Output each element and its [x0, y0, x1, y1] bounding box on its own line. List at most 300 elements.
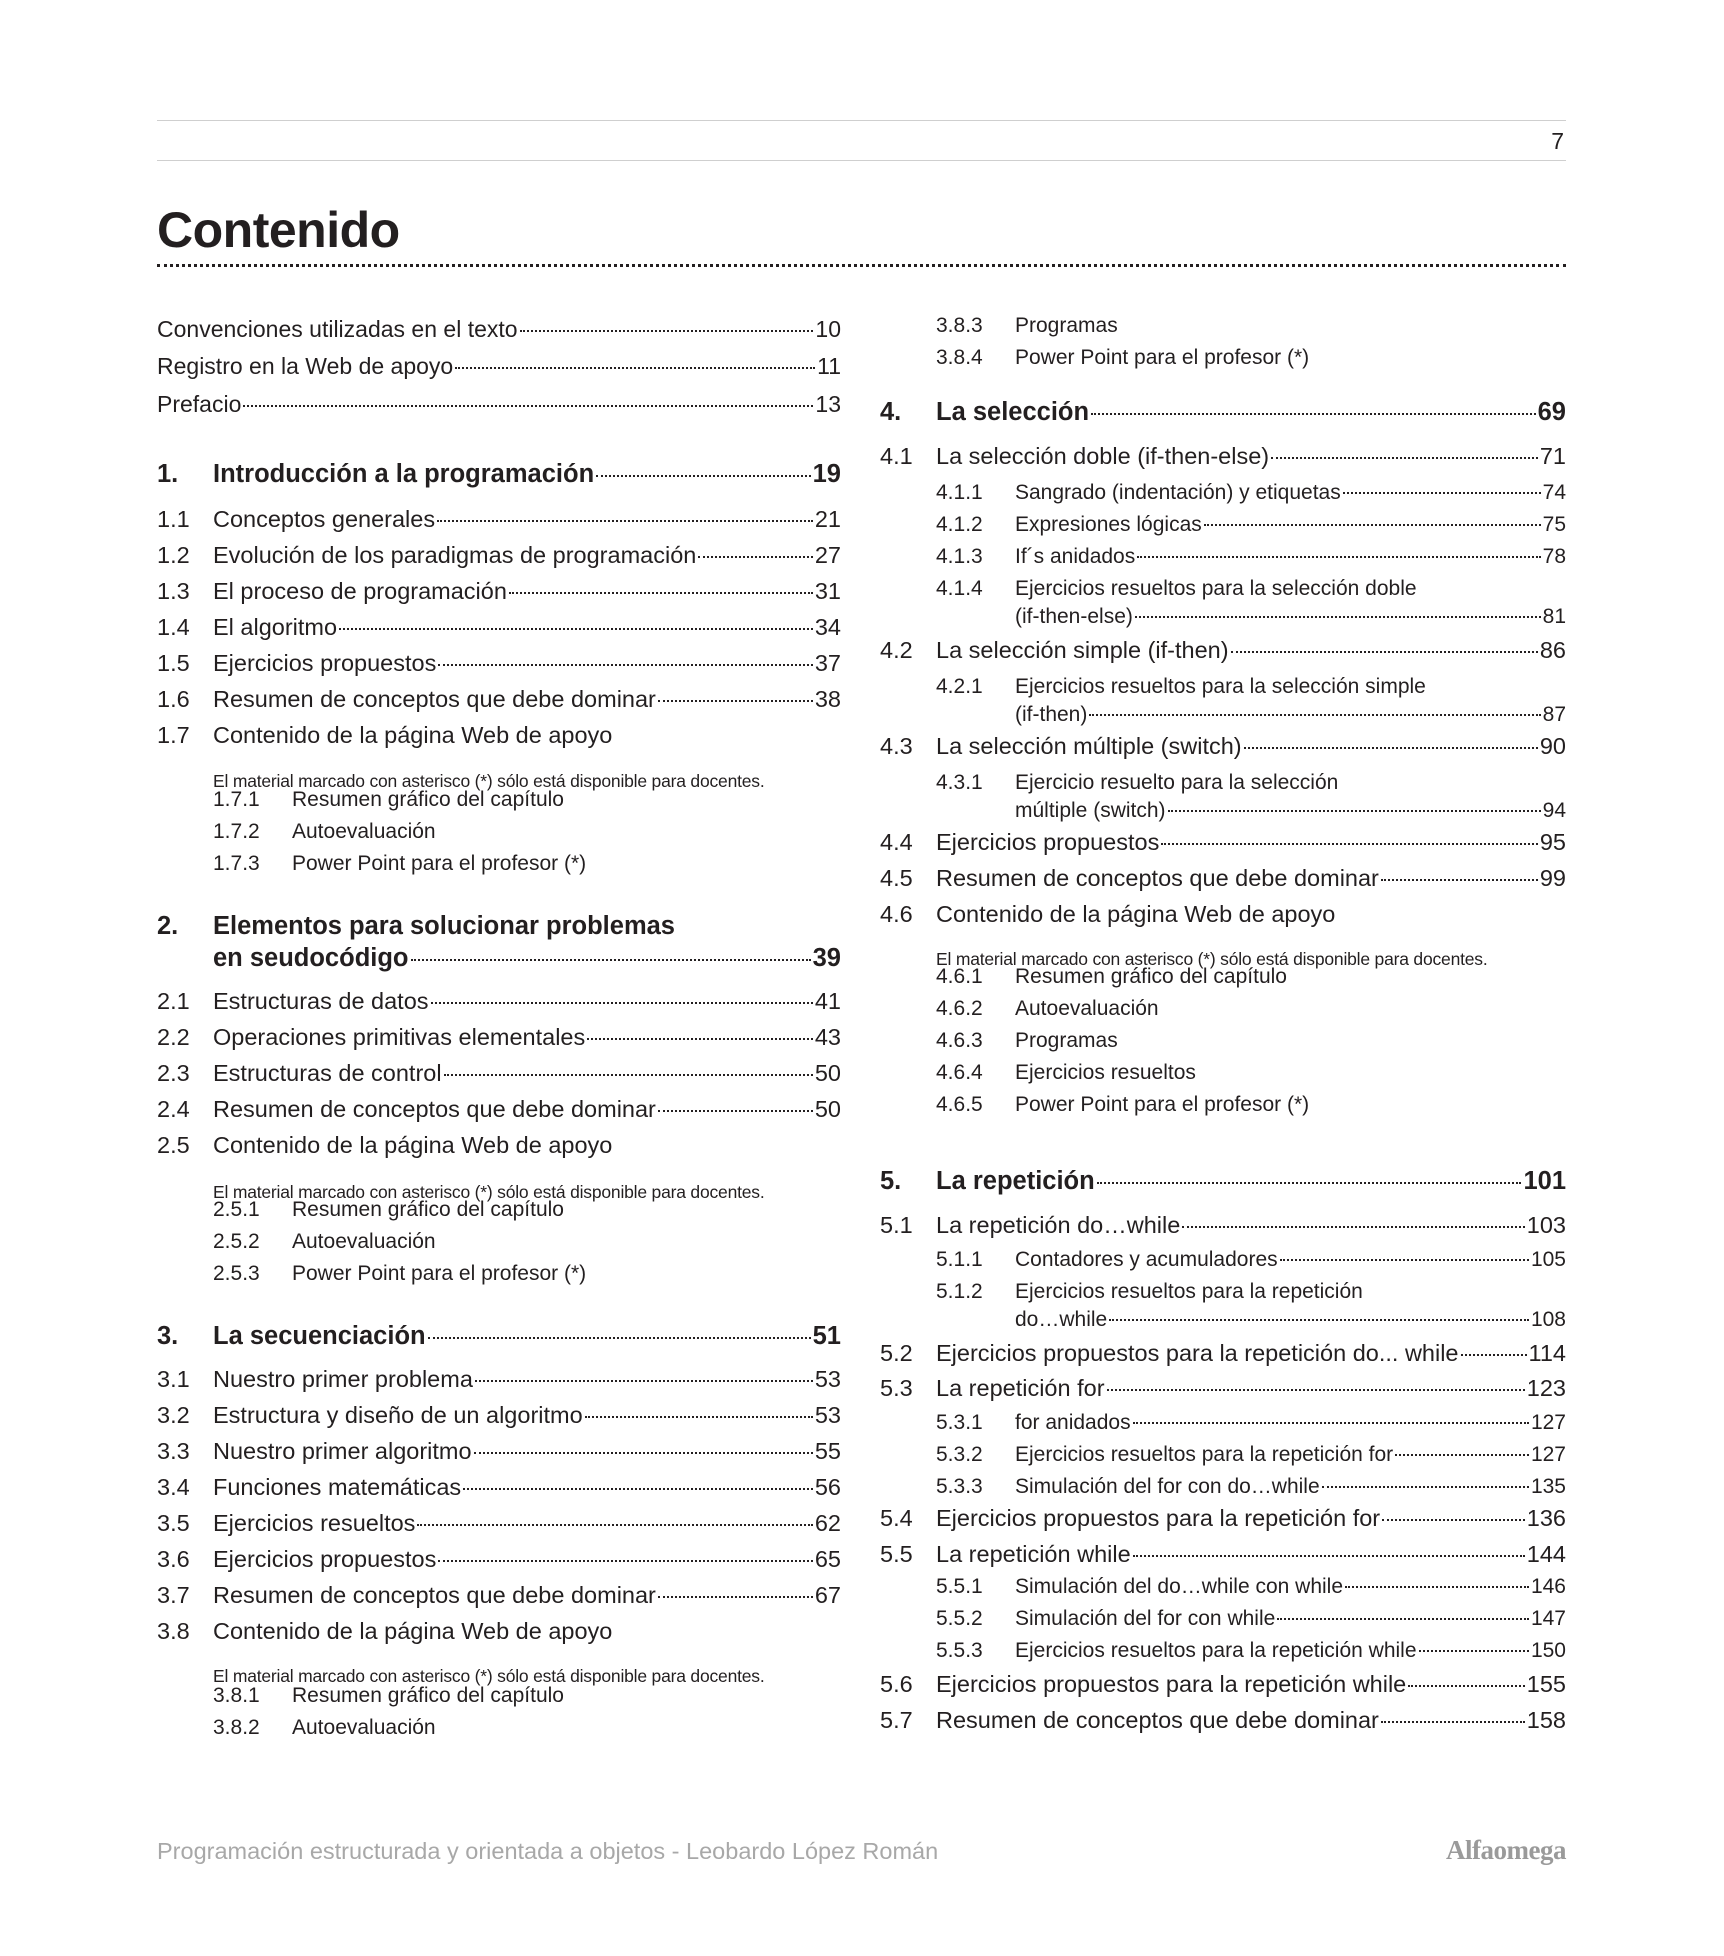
toc-entry-title: Resumen gráfico del capítulo: [292, 788, 564, 811]
toc-entry-page: 136: [1526, 1505, 1566, 1531]
toc-entry-title: Contenido de la página Web de apoyo: [213, 1618, 613, 1644]
toc-entry[interactable]: [880, 865, 1566, 892]
toc-entry-title: Power Point para el profesor (*): [1015, 1093, 1310, 1116]
toc-entry-title: Programas: [1015, 314, 1118, 337]
header-rule-top: [157, 120, 1566, 121]
toc-entry-page: 94: [1542, 799, 1566, 822]
toc-entry-page: 135: [1530, 1475, 1566, 1498]
toc-leader-dots: [1322, 1486, 1529, 1488]
toc-entry[interactable]: [880, 1541, 1566, 1568]
toc-leader-dots: [1137, 556, 1540, 558]
toc-entry[interactable]: [880, 1411, 1566, 1435]
toc-entry-number: 5.2: [880, 1340, 913, 1366]
toc-entry-number: 5.3: [880, 1375, 913, 1401]
toc-entry-number: 5.6: [880, 1671, 913, 1697]
toc-entry-number: 1.5: [157, 650, 190, 676]
toc-entry-number: 5.1.2: [936, 1280, 983, 1303]
page-number: 7: [1551, 128, 1564, 154]
toc-entry-page: 65: [814, 1546, 841, 1572]
toc-entry-number: 2.4: [157, 1096, 190, 1122]
toc-entry-title: en seudocódigo: [213, 944, 409, 972]
toc-entry-title: Estructuras de control: [213, 1060, 442, 1086]
toc-entry[interactable]: [157, 1198, 841, 1222]
toc-entry-title: La repetición while: [936, 1541, 1131, 1567]
toc-entry-page: 53: [814, 1366, 841, 1392]
toc-entry-page: 31: [814, 578, 841, 604]
toc-entry-title: Convenciones utilizadas en el texto: [157, 316, 518, 342]
toc-entry-number: 3.5: [157, 1510, 190, 1536]
toc-entry[interactable]: [157, 650, 841, 677]
toc-entry[interactable]: [157, 788, 841, 812]
toc-entry[interactable]: [157, 1024, 841, 1051]
toc-entry-page: 67: [814, 1582, 841, 1608]
toc-entry-title: Ejercicios propuestos: [213, 650, 437, 676]
toc-entry-title: Ejercicios resueltos para la selección simple: [1015, 675, 1426, 698]
toc-entry[interactable]: [157, 820, 841, 844]
toc-entry-page: 127: [1530, 1443, 1566, 1466]
toc-leader-dots: [698, 556, 813, 558]
toc-leader-dots: [444, 1074, 813, 1076]
toc-leader-dots: [1089, 714, 1540, 716]
toc-entry-number: 1.1: [157, 506, 190, 532]
toc-leader-dots: [1168, 810, 1541, 812]
toc-entry[interactable]: [880, 346, 1566, 370]
toc-entry-continuation[interactable]: [880, 1308, 1566, 1332]
toc-entry-number: 1.7.3: [213, 852, 260, 875]
toc-entry[interactable]: [880, 733, 1566, 760]
toc-entry-title: La repetición for: [936, 1375, 1105, 1401]
toc-entry[interactable]: [157, 988, 841, 1015]
toc-leader-dots: [1244, 747, 1538, 749]
toc-entry-number: 4.1.3: [936, 545, 983, 568]
toc-entry-title: Registro en la Web de apoyo: [157, 353, 454, 379]
toc-leader-dots: [509, 592, 813, 594]
toc-entry-number: 5.5.1: [936, 1575, 983, 1598]
footer-book-title: Programación estructurada y orientada a objetos - Leobardo López Román: [157, 1838, 939, 1864]
toc-entry-page: 43: [814, 1024, 841, 1050]
toc-entry-title: Ejercicios resueltos para la repetición for: [1015, 1443, 1394, 1466]
toc-entry-title: La selección doble (if-then-else): [936, 443, 1270, 469]
toc-entry-number: 5.5.2: [936, 1607, 983, 1630]
toc-entry-number: 4.6.1: [936, 965, 983, 988]
toc-leader-dots: [1182, 1226, 1524, 1228]
toc-entry[interactable]: [880, 1607, 1566, 1631]
toc-entry-number: 5.1.1: [936, 1248, 983, 1271]
toc-entry[interactable]: [880, 1671, 1566, 1698]
toc-entry-continuation[interactable]: [880, 703, 1566, 727]
toc-entry[interactable]: [157, 1618, 841, 1645]
toc-entry-page: 87: [1542, 703, 1566, 726]
toc-entry-number: 4.6.3: [936, 1029, 983, 1052]
toc-entry-title: La selección múltiple (switch): [936, 733, 1242, 759]
toc-entry-number: 3.2: [157, 1402, 190, 1428]
toc-leader-dots: [455, 367, 815, 369]
toc-entry-number: 3.7: [157, 1582, 190, 1608]
toc-entry-number: 5.5.3: [936, 1639, 983, 1662]
toc-leader-dots: [1461, 1354, 1527, 1356]
toc-entry[interactable]: [157, 578, 841, 605]
toc-entry-title: Ejercicios propuestos: [936, 829, 1160, 855]
toc-leader-dots: [585, 1416, 813, 1418]
toc-leader-dots: [1133, 1422, 1529, 1424]
toc-entry[interactable]: [880, 314, 1566, 338]
toc-note: El material marcado con asterisco (*) sólo está disponible para docentes.: [213, 771, 765, 791]
toc-entry-number: 1.4: [157, 614, 190, 640]
toc-leader-dots: [1109, 1319, 1529, 1321]
toc-entry-page: 81: [1542, 605, 1566, 628]
toc-entry-title: Prefacio: [157, 391, 242, 417]
toc-entry[interactable]: [880, 1505, 1566, 1532]
toc-entry[interactable]: [157, 316, 841, 343]
toc-entry[interactable]: [880, 1280, 1566, 1304]
toc-entry[interactable]: [880, 577, 1566, 601]
toc-entry[interactable]: [157, 1716, 841, 1740]
toc-entry-title: Ejercicios propuestos: [213, 1546, 437, 1572]
toc-entry[interactable]: [157, 852, 841, 876]
toc-entry-title: Ejercicios resueltos para la repetición while: [1015, 1639, 1417, 1662]
toc-leader-dots: [1107, 1389, 1525, 1391]
toc-entry[interactable]: [880, 997, 1566, 1021]
toc-entry-page: 105: [1530, 1248, 1566, 1271]
toc-entry-number: 3.3: [157, 1438, 190, 1464]
toc-leader-dots: [1395, 1454, 1529, 1456]
toc-leader-dots: [438, 1560, 813, 1562]
toc-entry[interactable]: [157, 1546, 841, 1573]
toc-entry-title: Elementos para solucionar problemas: [213, 912, 675, 940]
toc-entry-number: 4.1: [880, 443, 913, 469]
toc-entry-number: 2.2: [157, 1024, 190, 1050]
toc-entry-number: 4.1.2: [936, 513, 983, 536]
toc-leader-dots: [596, 475, 810, 477]
toc-entry[interactable]: [880, 901, 1566, 928]
toc-entry-page: 78: [1542, 545, 1566, 568]
toc-entry-title: múltiple (switch): [1015, 799, 1166, 822]
toc-entry-page: 55: [814, 1438, 841, 1464]
toc-entry-number: 4.1.4: [936, 577, 983, 600]
toc-entry-title: Contenido de la página Web de apoyo: [213, 1132, 613, 1158]
toc-entry-page: 144: [1526, 1541, 1566, 1567]
toc-entry-number: 4.1.1: [936, 481, 983, 504]
toc-leader-dots: [417, 1524, 812, 1526]
toc-entry-number: 4.6.5: [936, 1093, 983, 1116]
toc-entry-title: Evolución de los paradigmas de programación: [213, 542, 697, 568]
toc-leader-dots: [1419, 1650, 1529, 1652]
toc-entry[interactable]: [157, 506, 841, 533]
toc-entry-title: Contenido de la página Web de apoyo: [936, 901, 1336, 927]
toc-entry-number: 1.7.1: [213, 788, 260, 811]
toc-entry-title: Ejercicios propuestos para la repetición do... while: [936, 1340, 1459, 1366]
toc-entry-number: 1.2: [157, 542, 190, 568]
toc-entry-number: 3.: [157, 1322, 179, 1350]
toc-entry[interactable]: [157, 614, 841, 641]
toc-entry[interactable]: [880, 513, 1566, 537]
toc-entry-number: 3.6: [157, 1546, 190, 1572]
toc-entry-number: 2.5: [157, 1132, 190, 1158]
toc-entry-page: 19: [812, 460, 841, 488]
toc-entry-page: 90: [1539, 733, 1566, 759]
toc-entry-title: La selección simple (if-then): [936, 637, 1229, 663]
toc-entry[interactable]: [157, 542, 841, 569]
toc-leader-dots: [437, 520, 813, 522]
toc-entry[interactable]: [157, 1262, 841, 1286]
toc-entry[interactable]: [157, 460, 841, 489]
toc-entry-title: La secuenciación: [213, 1322, 426, 1350]
toc-entry-title: Nuestro primer algoritmo: [213, 1438, 472, 1464]
toc-entry-title: Ejercicio resuelto para la selección: [1015, 771, 1339, 794]
toc-entry[interactable]: [157, 391, 841, 418]
toc-entry-title: Autoevaluación: [1015, 997, 1159, 1020]
toc-entry[interactable]: [880, 481, 1566, 505]
toc-entry-title: Ejercicios resueltos: [1015, 1061, 1196, 1084]
toc-entry-number: 5.3.2: [936, 1443, 983, 1466]
toc-entry-page: 13: [815, 391, 841, 417]
toc-entry-page: 150: [1530, 1639, 1566, 1662]
toc-entry-page: 86: [1539, 637, 1566, 663]
toc-entry-page: 62: [814, 1510, 841, 1536]
toc-entry-number: 2.5.2: [213, 1230, 260, 1253]
toc-entry-page: 51: [812, 1322, 841, 1350]
toc-entry-number: 2.1: [157, 988, 190, 1014]
toc-entry-number: 4.6: [880, 901, 913, 927]
header-rule-bottom: [157, 160, 1566, 161]
toc-entry-number: 5.1: [880, 1212, 913, 1238]
toc-entry-title: Resumen gráfico del capítulo: [1015, 965, 1287, 988]
toc-entry-title: Simulación del for con do…while: [1015, 1475, 1320, 1498]
toc-entry-number: 5.3.1: [936, 1411, 983, 1434]
toc-entry[interactable]: [880, 1375, 1566, 1402]
toc-entry-title: Estructuras de datos: [213, 988, 429, 1014]
toc-entry-number: 1.6: [157, 686, 190, 712]
toc-entry[interactable]: [880, 675, 1566, 699]
toc-entry[interactable]: [157, 1438, 841, 1465]
toc-entry[interactable]: [880, 1167, 1566, 1196]
toc-entry[interactable]: [880, 1212, 1566, 1239]
toc-entry-title: Ejercicios propuestos para la repetición while: [936, 1671, 1407, 1697]
toc-entry-title: Resumen de conceptos que debe dominar: [213, 686, 656, 712]
toc-entry[interactable]: [157, 722, 841, 749]
toc-leader-dots: [1408, 1685, 1525, 1687]
toc-entry[interactable]: [880, 1093, 1566, 1117]
toc-entry[interactable]: [880, 1061, 1566, 1085]
toc-entry-number: 5.: [880, 1167, 902, 1195]
toc-entry-title: Ejercicios resueltos para la repetición: [1015, 1280, 1363, 1303]
toc-entry-title: (if-then): [1015, 703, 1088, 726]
toc-leader-dots: [475, 1380, 813, 1382]
toc-entry-number: 1.7: [157, 722, 190, 748]
toc-entry-number: 4.6.4: [936, 1061, 983, 1084]
title-dotted-rule: [157, 264, 1566, 267]
toc-entry[interactable]: [157, 912, 841, 941]
toc-entry-number: 3.8.3: [936, 314, 983, 337]
toc-leader-dots: [1381, 1721, 1525, 1723]
toc-entry[interactable]: [157, 1684, 841, 1708]
toc-entry-page: 56: [814, 1474, 841, 1500]
toc-entry-title: Nuestro primer problema: [213, 1366, 473, 1392]
toc-entry-page: 11: [817, 353, 841, 379]
toc-entry-title: Ejercicios resueltos para la selección doble: [1015, 577, 1417, 600]
toc-entry-page: 41: [814, 988, 841, 1014]
toc-entry-title: Contadores y acumuladores: [1015, 1248, 1278, 1271]
toc-leader-dots: [658, 700, 813, 702]
toc-entry-title: Contenido de la página Web de apoyo: [213, 722, 613, 748]
toc-entry-title: El algoritmo: [213, 614, 338, 640]
toc-entry-number: 1.3: [157, 578, 190, 604]
toc-entry-title: Resumen gráfico del capítulo: [292, 1198, 564, 1221]
toc-entry[interactable]: [157, 1060, 841, 1087]
toc-entry-title: Operaciones primitivas elementales: [213, 1024, 586, 1050]
toc-leader-dots: [520, 330, 814, 332]
toc-entry-title: El proceso de programación: [213, 578, 507, 604]
toc-leader-dots: [463, 1488, 813, 1490]
toc-entry[interactable]: [157, 686, 841, 713]
toc-entry-title: Conceptos generales: [213, 506, 436, 532]
toc-entry-page: 95: [1539, 829, 1566, 855]
toc-entry[interactable]: [157, 1474, 841, 1501]
toc-entry-number: 3.8.2: [213, 1716, 260, 1739]
toc-entry-title: If´s anidados: [1015, 545, 1136, 568]
toc-entry-number: 4.6.2: [936, 997, 983, 1020]
toc-entry-page: 38: [814, 686, 841, 712]
toc-entry-number: 4.: [880, 398, 902, 426]
toc-entry-title: Simulación del for con while: [1015, 1607, 1276, 1630]
toc-entry-page: 75: [1542, 513, 1566, 536]
toc-entry-title: Ejercicios propuestos para la repetición for: [936, 1505, 1381, 1531]
toc-entry-number: 2.5.3: [213, 1262, 260, 1285]
toc-entry-page: 21: [814, 506, 841, 532]
toc-entry-page: 147: [1530, 1607, 1566, 1630]
publisher-logo: Alfaomega: [1446, 1835, 1566, 1865]
toc-entry-title: Power Point para el profesor (*): [1015, 346, 1310, 369]
toc-leader-dots: [431, 1002, 813, 1004]
toc-entry-page: 39: [812, 944, 841, 972]
toc-entry-title: La repetición: [936, 1167, 1095, 1195]
toc-entry[interactable]: [880, 443, 1566, 470]
toc-entry[interactable]: [880, 1639, 1566, 1663]
toc-entry-number: 3.1: [157, 1366, 190, 1392]
toc-entry-page: 50: [814, 1060, 841, 1086]
toc-entry-number: 2.5.1: [213, 1198, 260, 1221]
toc-entry[interactable]: [880, 1475, 1566, 1499]
toc-entry-title: Ejercicios resueltos: [213, 1510, 416, 1536]
toc-entry-title: Resumen de conceptos que debe dominar: [213, 1582, 656, 1608]
toc-entry[interactable]: [157, 353, 841, 380]
toc-entry-title: Autoevaluación: [292, 1230, 436, 1253]
toc-entry-page: 71: [1539, 443, 1566, 469]
toc-entry-number: 3.8: [157, 1618, 190, 1644]
toc-leader-dots: [1382, 1519, 1525, 1521]
toc-entry-page: 99: [1539, 865, 1566, 891]
toc-leader-dots: [587, 1038, 813, 1040]
toc-entry[interactable]: [880, 398, 1566, 427]
toc-entry[interactable]: [880, 1443, 1566, 1467]
toc-entry-page: 146: [1530, 1575, 1566, 1598]
toc-entry-title: Introducción a la programación: [213, 460, 595, 488]
toc-entry[interactable]: [157, 1132, 841, 1159]
toc-entry-title: Simulación del do…while con while: [1015, 1575, 1344, 1598]
toc-entry[interactable]: [157, 1096, 841, 1123]
toc-entry[interactable]: [157, 1510, 841, 1537]
toc-entry-title: (if-then-else): [1015, 605, 1133, 628]
toc-entry[interactable]: [157, 1366, 841, 1393]
toc-note: El material marcado con asterisco (*) sólo está disponible para docentes.: [213, 1666, 765, 1686]
toc-entry-continuation[interactable]: [880, 799, 1566, 823]
toc-entry-title: Estructura y diseño de un algoritmo: [213, 1402, 583, 1428]
toc-entry-number: 4.3.1: [936, 771, 983, 794]
toc-entry-title: for anidados: [1015, 1411, 1131, 1434]
toc-entry-title: Autoevaluación: [292, 1716, 436, 1739]
page-title: Contenido: [157, 202, 400, 258]
toc-entry-number: 4.3: [880, 733, 913, 759]
toc-entry-number: 4.2.1: [936, 675, 983, 698]
toc-entry-number: 4.5: [880, 865, 913, 891]
toc-entry-number: 5.7: [880, 1707, 913, 1733]
toc-entry-page: 10: [815, 316, 841, 342]
toc-leader-dots: [1133, 1555, 1525, 1557]
toc-entry-continuation[interactable]: [157, 944, 841, 973]
toc-entry-number: 3.4: [157, 1474, 190, 1500]
toc-entry[interactable]: [157, 1322, 841, 1351]
toc-entry[interactable]: [880, 545, 1566, 569]
toc-entry-number: 5.3.3: [936, 1475, 983, 1498]
toc-entry-title: Autoevaluación: [292, 820, 436, 843]
toc-entry-page: 155: [1526, 1671, 1566, 1697]
toc-entry-number: 2.3: [157, 1060, 190, 1086]
toc-leader-dots: [1161, 843, 1538, 845]
toc-leader-dots: [428, 1337, 811, 1339]
toc-entry-number: 5.5: [880, 1541, 913, 1567]
toc-note: El material marcado con asterisco (*) sólo está disponible para docentes.: [213, 1182, 765, 1202]
toc-leader-dots: [1271, 457, 1538, 459]
toc-entry[interactable]: [157, 1582, 841, 1609]
toc-entry-page: 69: [1537, 398, 1566, 426]
toc-entry[interactable]: [880, 1707, 1566, 1734]
toc-entry[interactable]: [880, 1575, 1566, 1599]
toc-entry[interactable]: [880, 1029, 1566, 1053]
toc-entry-title: Resumen gráfico del capítulo: [292, 1684, 564, 1707]
toc-entry-title: Power Point para el profesor (*): [292, 852, 587, 875]
toc-entry-page: 127: [1530, 1411, 1566, 1434]
toc-leader-dots: [658, 1110, 813, 1112]
toc-entry-page: 158: [1526, 1707, 1566, 1733]
toc-entry[interactable]: [880, 1248, 1566, 1272]
toc-leader-dots: [1381, 879, 1538, 881]
toc-entry[interactable]: [880, 771, 1566, 795]
toc-entry[interactable]: [157, 1402, 841, 1429]
toc-entry[interactable]: [880, 965, 1566, 989]
toc-entry-continuation[interactable]: [880, 605, 1566, 629]
toc-entry-title: do…while: [1015, 1308, 1108, 1331]
toc-entry-page: 50: [814, 1096, 841, 1122]
toc-entry-page: 74: [1542, 481, 1566, 504]
toc-entry-page: 103: [1526, 1212, 1566, 1238]
toc-entry-title: La selección: [936, 398, 1090, 426]
toc-entry[interactable]: [157, 1230, 841, 1254]
toc-entry-page: 114: [1528, 1340, 1566, 1366]
toc-entry-title: Resumen de conceptos que debe dominar: [936, 1707, 1379, 1733]
toc-leader-dots: [1135, 616, 1541, 618]
toc-entry[interactable]: [880, 637, 1566, 664]
toc-leader-dots: [1345, 1586, 1529, 1588]
toc-note: El material marcado con asterisco (*) sólo está disponible para docentes.: [936, 949, 1488, 969]
toc-entry-number: 5.4: [880, 1505, 913, 1531]
toc-entry-page: 27: [814, 542, 841, 568]
toc-entry-number: 4.4: [880, 829, 913, 855]
toc-entry[interactable]: [880, 1340, 1566, 1367]
toc-entry-number: 2.: [157, 912, 179, 940]
toc-entry[interactable]: [880, 829, 1566, 856]
toc-entry-number: 4.2: [880, 637, 913, 663]
toc-entry-number: 3.8.4: [936, 346, 983, 369]
